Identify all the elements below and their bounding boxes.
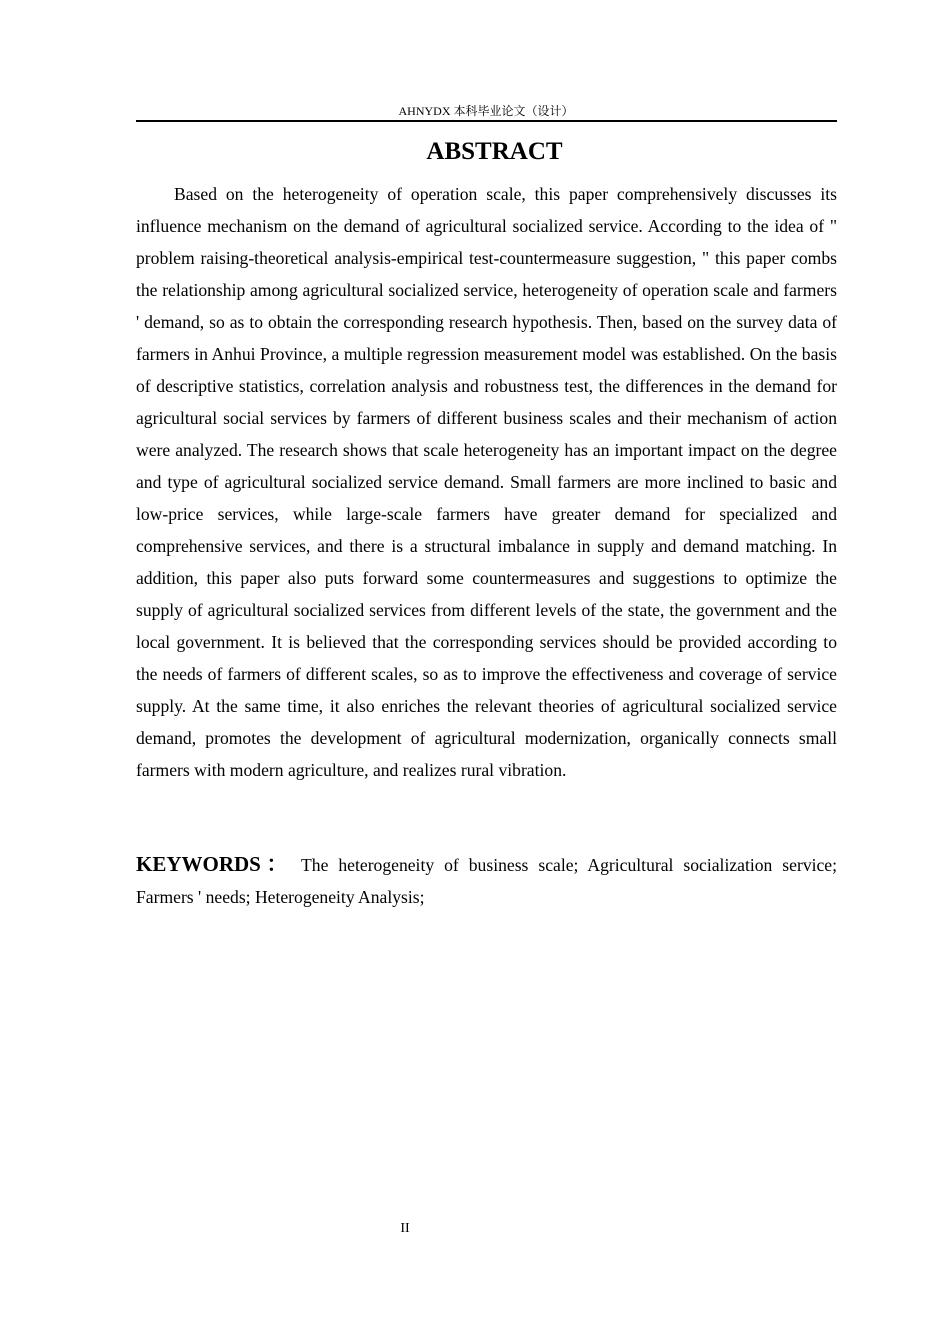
keywords-section (136, 848, 837, 913)
page-header: AHNYDX 本科毕业论文（设计） (398, 104, 574, 118)
abstract-title: ABSTRACT (426, 138, 563, 165)
keywords-label: KEYWORDS (136, 852, 261, 876)
page-number: II (400, 1221, 410, 1236)
keywords-text: The heterogeneity of business scale; Agricultural socialization service; Farmers ' needs; Heterogeneity Analysis; (136, 855, 838, 907)
keywords-colon: ： (260, 852, 294, 876)
header-divider (136, 120, 837, 122)
abstract-body: Based on the heterogeneity of operation scale, this paper comprehensively discusses its influence mechanism on the demand of agricultural socialized service. According to the idea of " problem raising-theoretical analysis-empirical test-countermeasure suggestion, " this paper combs the relationship among agricultural socialized service, heterogeneity of operation scale and farmers ' demand, so as to obtain the corresponding research hypothesis. Then, based on the survey data of farmers in Anhui Province, a multiple regression measurement model was established. On the basis of descriptive statistics, correlation analysis and robustness test, the differences in the demand for agricultural social services by farmers of different business scales and their mechanism of action were analyzed. The research shows that scale heterogeneity has an important impact on the degree and type of agricultural socialized service demand. Small farmers are more inclined to basic and low-price services, while large-scale farmers have greater demand for specialized and comprehensive services, and there is a structural imbalance in supply and demand matching. In addition, this paper also puts forward some countermeasures and suggestions to optimize the supply of agricultural socialized services from different levels of the state, the government and the local government. It is believed that the corresponding services should be provided according to the needs of farmers of different scales, so as to improve the effectiveness and coverage of service supply. At the same time, it also enriches the relevant theories of agricultural socialized service demand, promotes the development of agricultural modernization, organically connects small farmers with modern agriculture, and realizes rural vibration. (136, 184, 837, 780)
